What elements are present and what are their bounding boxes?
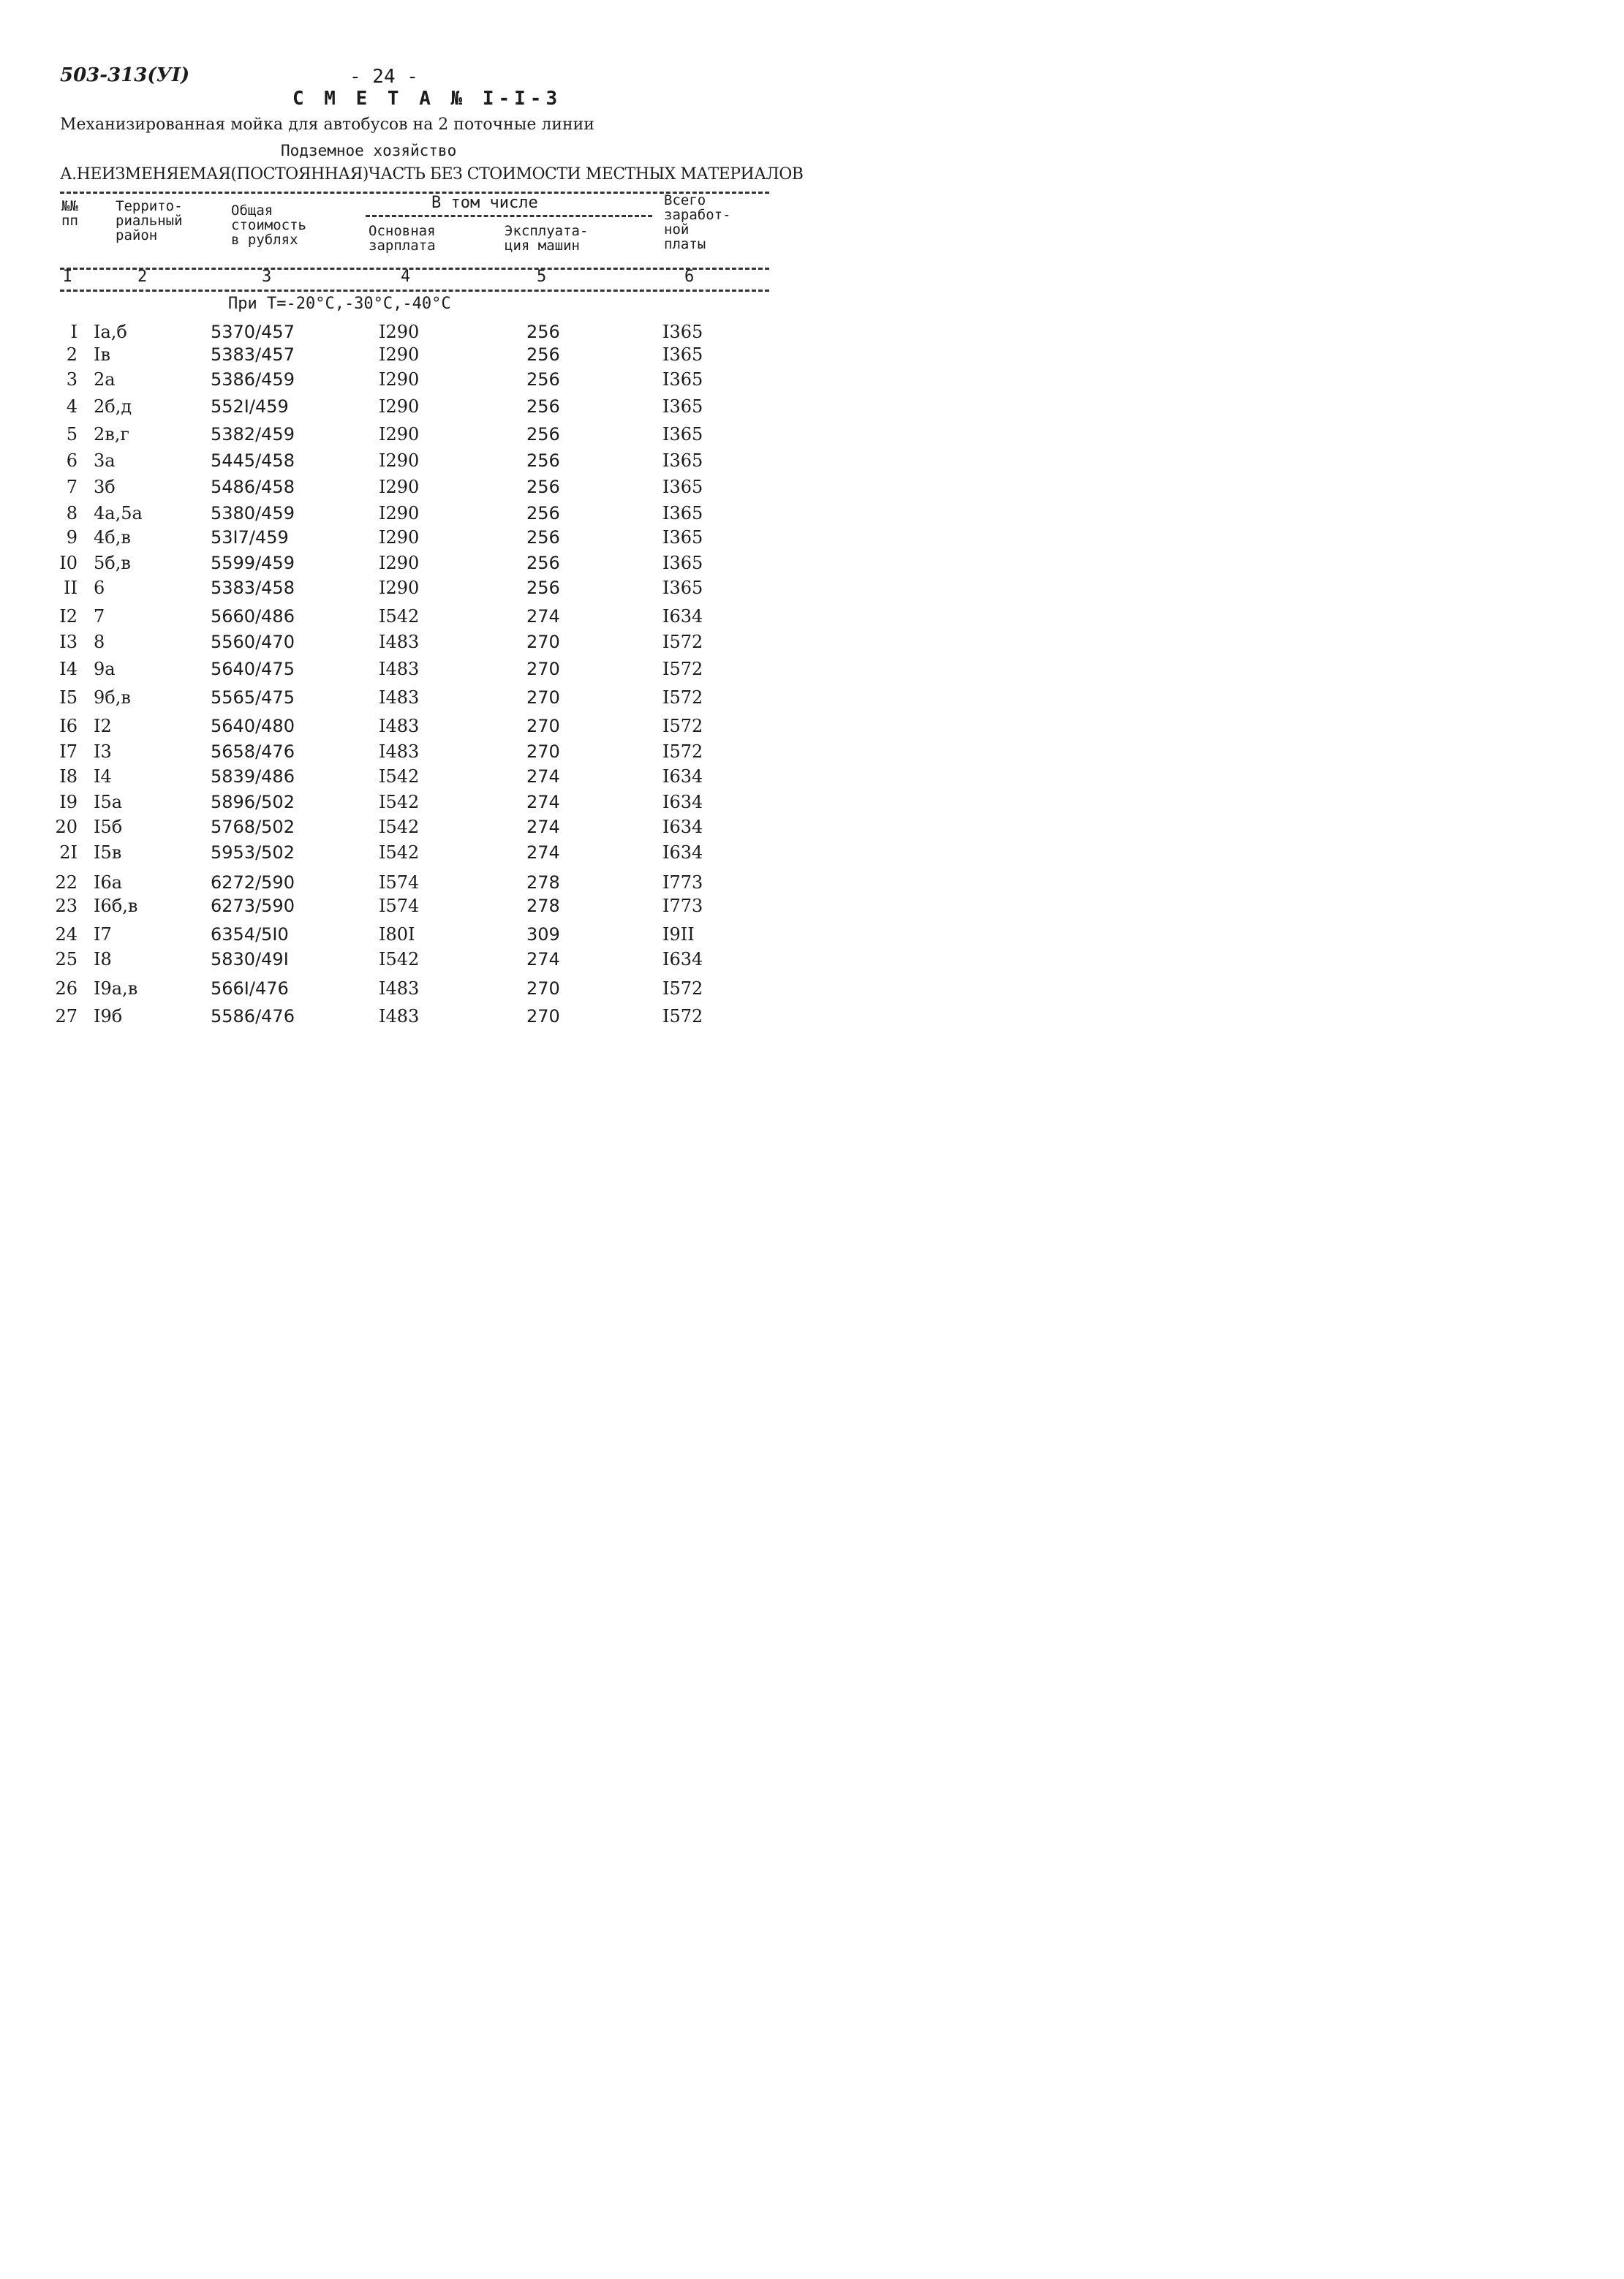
total-wages: I365 (662, 578, 703, 598)
total-cost: 5386/459 (211, 369, 295, 390)
base-salary: I290 (379, 578, 420, 598)
territorial-region: 9а (94, 659, 116, 679)
total-wages: I572 (662, 1006, 703, 1027)
table-row (0, 978, 807, 1005)
machine-operation: 274 (526, 792, 560, 812)
row-number: I0 (59, 553, 78, 573)
row-number: I8 (59, 766, 78, 787)
territorial-region: 2в,г (94, 424, 129, 445)
row-number: I5 (59, 687, 78, 708)
header-including: В том числе (431, 194, 538, 212)
base-salary: I483 (379, 659, 420, 679)
total-cost: 5586/476 (211, 1006, 295, 1027)
total-wages: I634 (662, 606, 703, 627)
territorial-region: I8 (94, 949, 112, 970)
table-row (0, 369, 807, 396)
row-number: 7 (66, 477, 78, 497)
territorial-region: I6б,в (94, 896, 138, 916)
machine-operation: 270 (526, 716, 560, 736)
total-wages: I365 (662, 424, 703, 445)
territorial-region: 3а (94, 450, 116, 471)
total-cost: 5839/486 (211, 766, 295, 787)
territorial-region: 4б,в (94, 527, 131, 548)
base-salary: I290 (379, 369, 420, 390)
territorial-region: 6 (94, 578, 105, 598)
total-wages: I634 (662, 792, 703, 812)
machine-operation: 256 (526, 424, 560, 445)
header-machine-operation: Эксплуата- ция машин (505, 223, 589, 254)
table-row (0, 527, 807, 553)
total-cost: 5370/457 (211, 322, 295, 342)
machine-operation: 274 (526, 817, 560, 837)
territorial-region: I4 (94, 766, 112, 787)
table-row (0, 578, 807, 604)
total-wages: I365 (662, 450, 703, 471)
row-number: I7 (59, 741, 78, 762)
total-wages: I634 (662, 766, 703, 787)
row-number: I6 (59, 716, 78, 736)
base-salary: I483 (379, 741, 420, 762)
row-number: 22 (55, 872, 78, 893)
column-number-6: 6 (684, 268, 695, 286)
total-wages: I572 (662, 632, 703, 652)
base-salary: I542 (379, 766, 420, 787)
base-salary: I483 (379, 687, 420, 708)
row-number: II (64, 578, 78, 598)
total-wages: I365 (662, 396, 703, 417)
total-cost: 5640/475 (211, 659, 295, 679)
row-number: 9 (66, 527, 78, 548)
table-row (0, 924, 807, 950)
total-cost: 5660/486 (211, 606, 295, 627)
row-number: 4 (66, 396, 78, 417)
total-wages: I365 (662, 553, 703, 573)
table-row (0, 503, 807, 529)
machine-operation: 256 (526, 578, 560, 598)
row-number: I9 (59, 792, 78, 812)
total-cost: 6272/590 (211, 872, 295, 893)
column-number-top-rule (60, 268, 769, 270)
territorial-region: Iа,б (94, 322, 127, 342)
row-number: 25 (55, 949, 78, 970)
row-number: 23 (55, 896, 78, 916)
row-number: I4 (59, 659, 78, 679)
total-wages: I773 (662, 896, 703, 916)
machine-operation: 274 (526, 949, 560, 970)
column-number-2: 2 (137, 268, 148, 286)
territorial-region: 3б (94, 477, 116, 497)
total-cost: 5953/502 (211, 842, 295, 863)
column-number-3: 3 (262, 268, 272, 286)
total-cost: 6273/590 (211, 896, 295, 916)
table-row (0, 687, 807, 714)
table-row (0, 344, 807, 371)
row-number: 27 (55, 1006, 78, 1027)
row-number: I (70, 322, 78, 342)
territorial-region: 4а,5а (94, 503, 143, 524)
row-number: 6 (66, 450, 78, 471)
base-salary: I290 (379, 450, 420, 471)
territorial-region: I9б (94, 1006, 123, 1027)
total-cost: 5768/502 (211, 817, 295, 837)
territorial-region: I3 (94, 741, 112, 762)
column-number-5: 5 (537, 268, 547, 286)
base-salary: I542 (379, 949, 420, 970)
total-wages: I572 (662, 659, 703, 679)
base-salary: I542 (379, 606, 420, 627)
total-wages: I572 (662, 978, 703, 999)
total-wages: I365 (662, 503, 703, 524)
territorial-region: 8 (94, 632, 105, 652)
total-cost: 5380/459 (211, 503, 295, 524)
total-wages: I634 (662, 817, 703, 837)
header-base-salary: Основная зарплата (369, 223, 436, 254)
total-cost: 5382/459 (211, 424, 295, 445)
total-wages: I773 (662, 872, 703, 893)
base-salary: I290 (379, 396, 420, 417)
territorial-region: Iв (94, 344, 110, 365)
machine-operation: 256 (526, 477, 560, 497)
row-number: I2 (59, 606, 78, 627)
base-salary: I483 (379, 716, 420, 736)
territorial-region: I5в (94, 842, 122, 863)
table-row (0, 716, 807, 742)
base-salary: I483 (379, 978, 420, 999)
base-salary: I542 (379, 817, 420, 837)
table-row (0, 741, 807, 768)
base-salary: I483 (379, 632, 420, 652)
total-cost: 552I/459 (211, 396, 289, 417)
document-title: С М Е Т А № I-I-3 (292, 88, 562, 110)
table-row (0, 872, 807, 899)
machine-operation: 270 (526, 1006, 560, 1027)
table-row (0, 450, 807, 477)
temperature-condition: При Т=-20°С,-30°С,-40°С (228, 295, 451, 313)
base-salary: I290 (379, 503, 420, 524)
machine-operation: 274 (526, 842, 560, 863)
header-number: №№ пп (61, 198, 78, 229)
machine-operation: 270 (526, 632, 560, 652)
total-wages: I634 (662, 949, 703, 970)
base-salary: I290 (379, 344, 420, 365)
machine-operation: 270 (526, 687, 560, 708)
machine-operation: 256 (526, 369, 560, 390)
machine-operation: 270 (526, 978, 560, 999)
base-salary: I290 (379, 424, 420, 445)
total-wages: I365 (662, 322, 703, 342)
total-cost: 5486/458 (211, 477, 295, 497)
total-cost: 5658/476 (211, 741, 295, 762)
base-salary: I542 (379, 842, 420, 863)
total-cost: 5383/457 (211, 344, 295, 365)
total-wages: I365 (662, 477, 703, 497)
territorial-region: 9б,в (94, 687, 131, 708)
total-cost: 5383/458 (211, 578, 295, 598)
base-salary: I290 (379, 527, 420, 548)
territorial-region: 7 (94, 606, 105, 627)
total-wages: I572 (662, 741, 703, 762)
table-row (0, 896, 807, 922)
territorial-region: I2 (94, 716, 112, 736)
machine-operation: 270 (526, 659, 560, 679)
total-cost: 566I/476 (211, 978, 289, 999)
total-cost: 53I7/459 (211, 527, 289, 548)
machine-operation: 256 (526, 344, 560, 365)
total-cost: 6354/5I0 (211, 924, 289, 945)
section-heading: Подземное хозяйство (281, 142, 457, 159)
territorial-region: 5б,в (94, 553, 131, 573)
base-salary: I80I (379, 924, 415, 945)
row-number: I3 (59, 632, 78, 652)
table-row (0, 606, 807, 632)
row-number: 3 (66, 369, 78, 390)
row-number: 5 (66, 424, 78, 445)
total-cost: 5560/470 (211, 632, 295, 652)
document-subtitle: Механизированная мойка для автобусов на 2 поточные линии (60, 116, 594, 134)
total-cost: 5565/475 (211, 687, 295, 708)
table-row (0, 659, 807, 685)
header-total-cost: Общая стоимость в рублях (231, 203, 306, 248)
header-including-rule (366, 215, 652, 217)
header-region: Террито- риальный район (116, 198, 183, 243)
machine-operation: 256 (526, 503, 560, 524)
row-number: 2 (66, 344, 78, 365)
machine-operation: 256 (526, 396, 560, 417)
table-row (0, 792, 807, 818)
total-cost: 5896/502 (211, 792, 295, 812)
machine-operation: 256 (526, 322, 560, 342)
column-number-1: I (63, 268, 73, 286)
table-row (0, 553, 807, 579)
total-cost: 5599/459 (211, 553, 295, 573)
row-number: 8 (66, 503, 78, 524)
machine-operation: 309 (526, 924, 560, 945)
total-wages: I9II (662, 924, 695, 945)
machine-operation: 274 (526, 766, 560, 787)
base-salary: I290 (379, 322, 420, 342)
total-wages: I365 (662, 369, 703, 390)
territorial-region: I6а (94, 872, 123, 893)
table-row (0, 766, 807, 793)
machine-operation: 256 (526, 553, 560, 573)
base-salary: I574 (379, 872, 420, 893)
row-number: 24 (55, 924, 78, 945)
table-top-rule (60, 192, 769, 194)
territorial-region: I7 (94, 924, 112, 945)
table-row (0, 817, 807, 843)
machine-operation: 270 (526, 741, 560, 762)
machine-operation: 256 (526, 450, 560, 471)
territorial-region: 2а (94, 369, 116, 390)
column-number-bottom-rule (60, 290, 769, 292)
table-row (0, 632, 807, 658)
machine-operation: 278 (526, 872, 560, 893)
total-wages: I572 (662, 716, 703, 736)
header-total-wages: Всего заработ- ной платы (664, 192, 731, 252)
table-row (0, 424, 807, 450)
total-cost: 5445/458 (211, 450, 295, 471)
row-number: 26 (55, 978, 78, 999)
table-row (0, 842, 807, 869)
column-number-4: 4 (401, 268, 411, 286)
machine-operation: 278 (526, 896, 560, 916)
row-number: 20 (55, 817, 78, 837)
document-code: 503-313(УI) (60, 64, 190, 86)
total-wages: I365 (662, 344, 703, 365)
page-number: - 24 - (350, 66, 418, 88)
table-row (0, 396, 807, 423)
total-cost: 5640/480 (211, 716, 295, 736)
territorial-region: I9а,в (94, 978, 138, 999)
machine-operation: 256 (526, 527, 560, 548)
row-number: 2I (59, 842, 78, 863)
machine-operation: 274 (526, 606, 560, 627)
table-row (0, 1006, 807, 1032)
total-wages: I365 (662, 527, 703, 548)
base-salary: I574 (379, 896, 420, 916)
territorial-region: 2б,д (94, 396, 132, 417)
base-salary: I290 (379, 553, 420, 573)
total-wages: I572 (662, 687, 703, 708)
table-row (0, 477, 807, 503)
territorial-region: I5а (94, 792, 123, 812)
base-salary: I290 (379, 477, 420, 497)
territorial-region: I5б (94, 817, 123, 837)
part-heading: А.НЕИЗМЕНЯЕМАЯ(ПОСТОЯННАЯ)ЧАСТЬ БЕЗ СТОИМОСТИ МЕСТНЫХ МАТЕРИАЛОВ (60, 165, 804, 184)
total-cost: 5830/49I (211, 949, 289, 970)
total-wages: I634 (662, 842, 703, 863)
base-salary: I542 (379, 792, 420, 812)
table-row (0, 949, 807, 975)
base-salary: I483 (379, 1006, 420, 1027)
